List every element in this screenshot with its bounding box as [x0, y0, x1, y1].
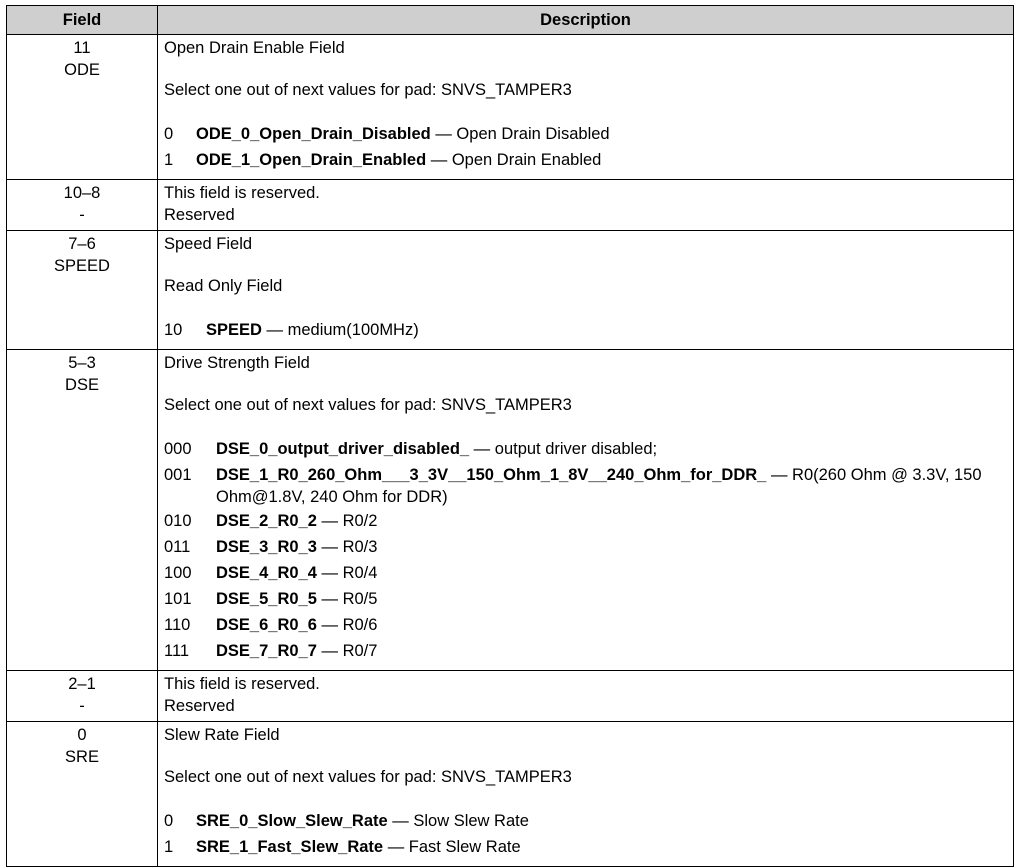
field-subtitle: Select one out of next values for pad: SNVS_TAMPER3 [164, 396, 572, 414]
description-cell [158, 231, 1014, 350]
value-code: 100 [164, 564, 192, 582]
register-field-table [6, 5, 1014, 867]
value-code: 0 [164, 812, 174, 830]
field-title: This field is reserved. [164, 675, 320, 693]
value-desc: — R0(260 Ohm @ 3.3V, 150 Ohm@1.8V, 240 Ohm for DDR) [216, 466, 982, 506]
field-title: Drive Strength Field [164, 354, 310, 372]
value-name: SPEED [206, 321, 262, 339]
field-cell [7, 180, 158, 231]
value-desc: — Slow Slew Rate [387, 812, 529, 830]
value-desc: — output driver disabled; [469, 440, 658, 458]
field-name: - [79, 697, 85, 715]
header-field: Field [7, 6, 158, 35]
value-desc: — medium(100MHz) [261, 321, 419, 339]
value-code: 010 [164, 512, 192, 530]
value-code: 0 [164, 125, 174, 143]
value-desc: — R0/3 [316, 538, 378, 556]
value-entry [164, 121, 1013, 147]
field-reserved: Reserved [164, 206, 235, 224]
value-name: DSE_6_R0_6 [216, 616, 317, 634]
value-code: 011 [164, 538, 191, 556]
field-cell [7, 35, 158, 180]
field-title: Slew Rate Field [164, 726, 280, 744]
value-name: SRE_1_Fast_Slew_Rate [196, 838, 384, 856]
value-name: DSE_4_R0_4 [216, 564, 317, 582]
field-bits: 5–3 [68, 354, 96, 372]
value-code: 1 [164, 838, 174, 856]
value-desc: — Fast Slew Rate [383, 838, 521, 856]
field-bits: 11 [73, 39, 91, 57]
field-subtitle: Select one out of next values for pad: SNVS_TAMPER3 [164, 81, 572, 99]
value-entry [164, 834, 1013, 860]
table-header-row [7, 6, 1014, 35]
value-name: DSE_0_output_driver_disabled_ [216, 440, 470, 458]
field-reserved: Reserved [164, 697, 235, 715]
value-code: 111 [164, 642, 190, 660]
value-entry [164, 638, 1013, 664]
header-description: Description [158, 6, 1014, 35]
table-row [7, 350, 1014, 671]
table-row [7, 722, 1014, 867]
value-desc: — R0/5 [316, 590, 378, 608]
field-cell [7, 722, 158, 867]
field-title: Speed Field [164, 235, 253, 253]
field-title: This field is reserved. [164, 184, 320, 202]
value-desc: — Open Drain Enabled [426, 151, 602, 169]
value-desc: — R0/6 [316, 616, 378, 634]
value-entry [164, 612, 1013, 638]
table-row [7, 671, 1014, 722]
table-row [7, 231, 1014, 350]
value-entry [164, 534, 1013, 560]
value-entry [164, 560, 1013, 586]
value-code: 000 [164, 440, 192, 458]
field-bits: 2–1 [68, 675, 96, 693]
field-subtitle: Select one out of next values for pad: SNVS_TAMPER3 [164, 768, 572, 786]
value-name: DSE_7_R0_7 [216, 642, 317, 660]
value-entry [164, 508, 1013, 534]
description-cell [158, 671, 1014, 722]
description-cell [158, 350, 1014, 671]
value-code: 10 [164, 321, 183, 339]
field-name: DSE [65, 376, 99, 394]
value-name: SRE_0_Slow_Slew_Rate [196, 812, 388, 830]
value-code: 110 [164, 616, 191, 634]
field-title: Open Drain Enable Field [164, 39, 345, 57]
value-name: DSE_5_R0_5 [216, 590, 317, 608]
field-bits: 7–6 [68, 235, 96, 253]
description-cell [158, 722, 1014, 867]
value-entry [164, 462, 1013, 508]
field-name: - [79, 206, 85, 224]
field-name: ODE [64, 61, 100, 79]
value-entry [164, 317, 1013, 343]
value-entry [164, 436, 1013, 462]
description-cell [158, 35, 1014, 180]
value-entry [164, 147, 1013, 173]
field-name: SRE [65, 748, 99, 766]
value-code: 1 [164, 151, 174, 169]
value-name: ODE_0_Open_Drain_Disabled [196, 125, 431, 143]
value-desc: — R0/2 [316, 512, 378, 530]
table-row [7, 35, 1014, 180]
description-cell [158, 180, 1014, 231]
field-cell [7, 231, 158, 350]
value-name: DSE_3_R0_3 [216, 538, 317, 556]
field-bits: 0 [77, 726, 87, 744]
field-name: SPEED [54, 257, 110, 275]
value-name: DSE_1_R0_260_Ohm___3_3V__150_Ohm_1_8V__240_Ohm_for_DDR_ [216, 466, 767, 484]
value-desc: — R0/7 [316, 642, 378, 660]
value-name: DSE_2_R0_2 [216, 512, 317, 530]
value-code: 101 [164, 590, 192, 608]
field-bits: 10–8 [63, 184, 101, 202]
field-cell [7, 350, 158, 671]
table-row [7, 180, 1014, 231]
value-code: 001 [164, 466, 192, 484]
field-cell [7, 671, 158, 722]
field-subtitle: Read Only Field [164, 277, 283, 295]
value-desc: — Open Drain Disabled [430, 125, 610, 143]
value-entry [164, 586, 1013, 612]
value-entry [164, 808, 1013, 834]
value-name: ODE_1_Open_Drain_Enabled [196, 151, 427, 169]
value-desc: — R0/4 [316, 564, 378, 582]
